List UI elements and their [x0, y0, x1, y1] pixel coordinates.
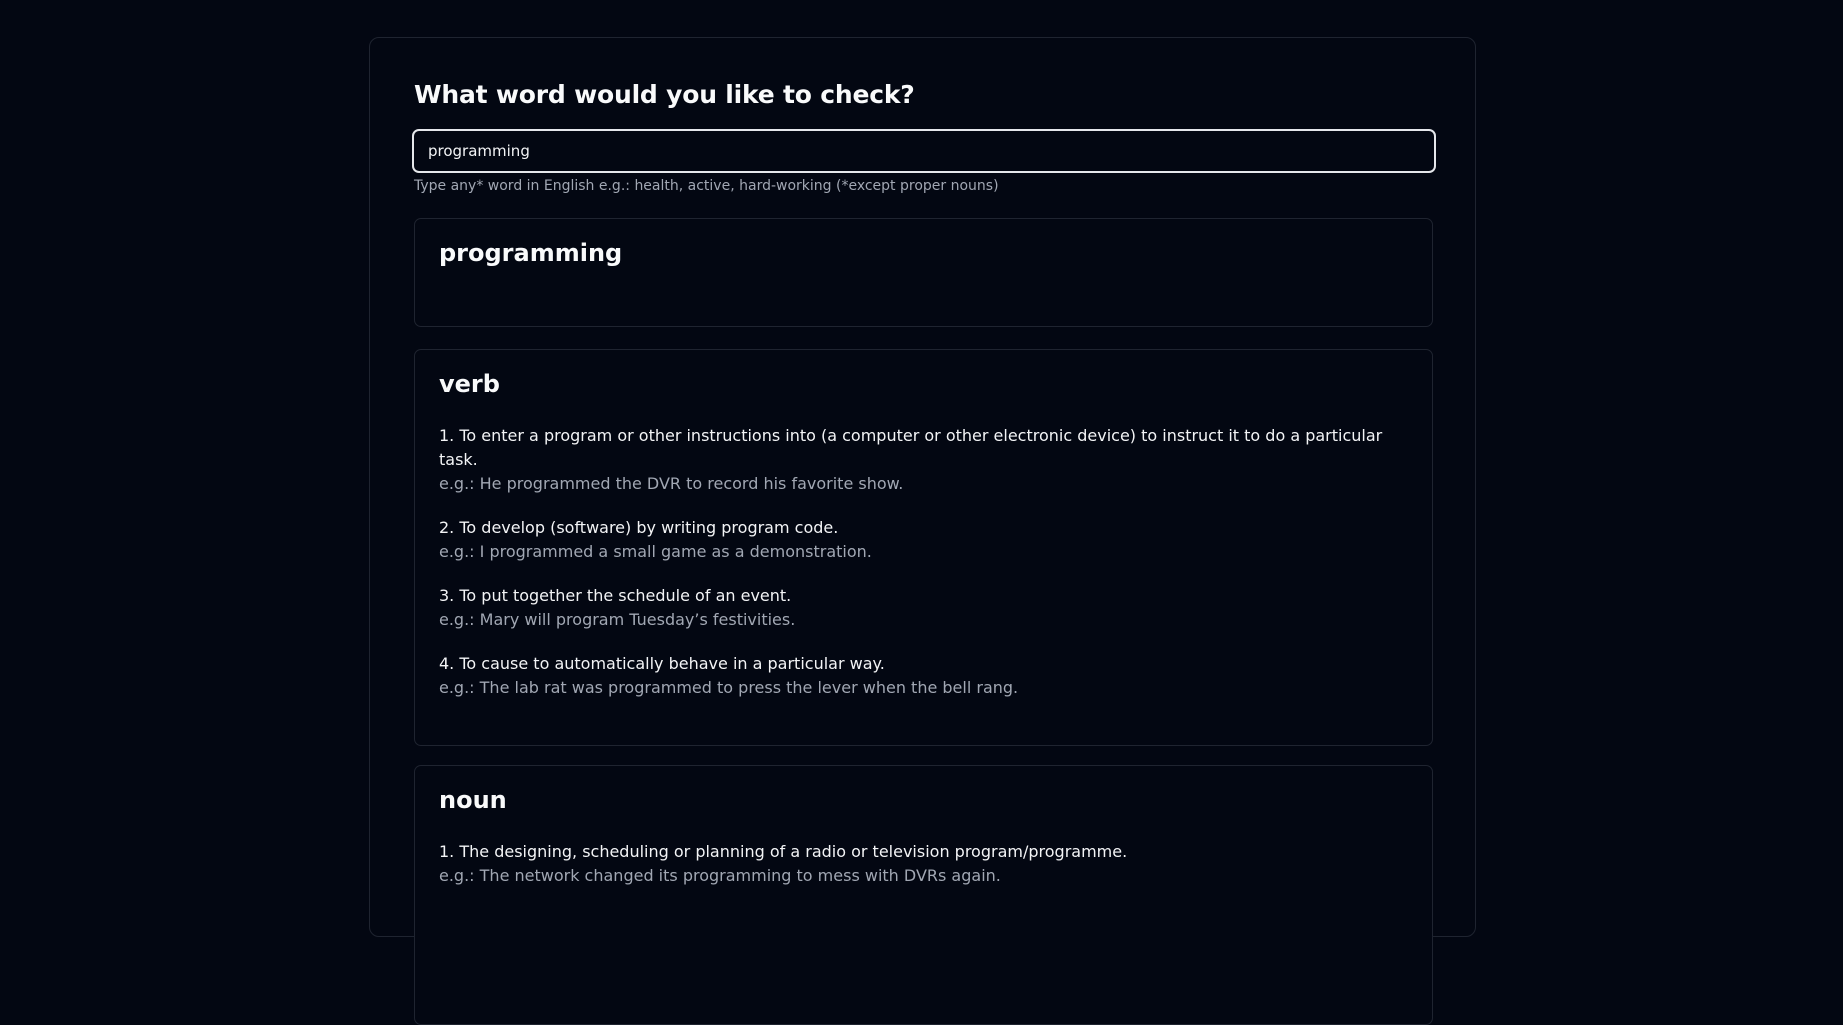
verb-definitions [439, 424, 1399, 720]
definition-text: 2. To develop (software) by writing program code. [439, 518, 839, 537]
definition-item [439, 424, 1399, 496]
dictionary-panel [369, 37, 1476, 937]
definition-item [439, 516, 1399, 564]
word-title: programming [439, 239, 623, 267]
definition-item [439, 652, 1399, 700]
search-input[interactable] [412, 129, 1436, 173]
page-title: What word would you like to check? [414, 80, 915, 109]
definition-example: e.g.: The lab rat was programmed to press the lever when the bell rang. [439, 678, 1019, 697]
definition-example: e.g.: The network changed its programming to mess with DVRs again. [439, 866, 1001, 885]
definition-text: 1. The designing, scheduling or planning of a radio or television program/programme. [439, 842, 1128, 861]
definition-text: 3. To put together the schedule of an event. [439, 586, 792, 605]
definition-example: e.g.: He programmed the DVR to record his favorite show. [439, 474, 904, 493]
definition-text: 1. To enter a program or other instructions into (a computer or other electronic device) to instruct it to do a particular task. [439, 426, 1383, 469]
verb-card [414, 349, 1433, 746]
definition-example: e.g.: I programmed a small game as a demonstration. [439, 542, 872, 561]
search-hint: Type any* word in English e.g.: health, active, hard-working (*except proper nouns) [414, 178, 999, 194]
noun-definitions [439, 840, 1399, 908]
definition-example: e.g.: Mary will program Tuesday’s festivities. [439, 610, 796, 629]
part-of-speech-noun: noun [439, 786, 507, 814]
part-of-speech-verb: verb [439, 370, 500, 398]
word-card [414, 218, 1433, 327]
definition-item [439, 584, 1399, 632]
noun-card [414, 765, 1433, 1025]
definition-item [439, 840, 1399, 888]
definition-text: 4. To cause to automatically behave in a particular way. [439, 654, 885, 673]
